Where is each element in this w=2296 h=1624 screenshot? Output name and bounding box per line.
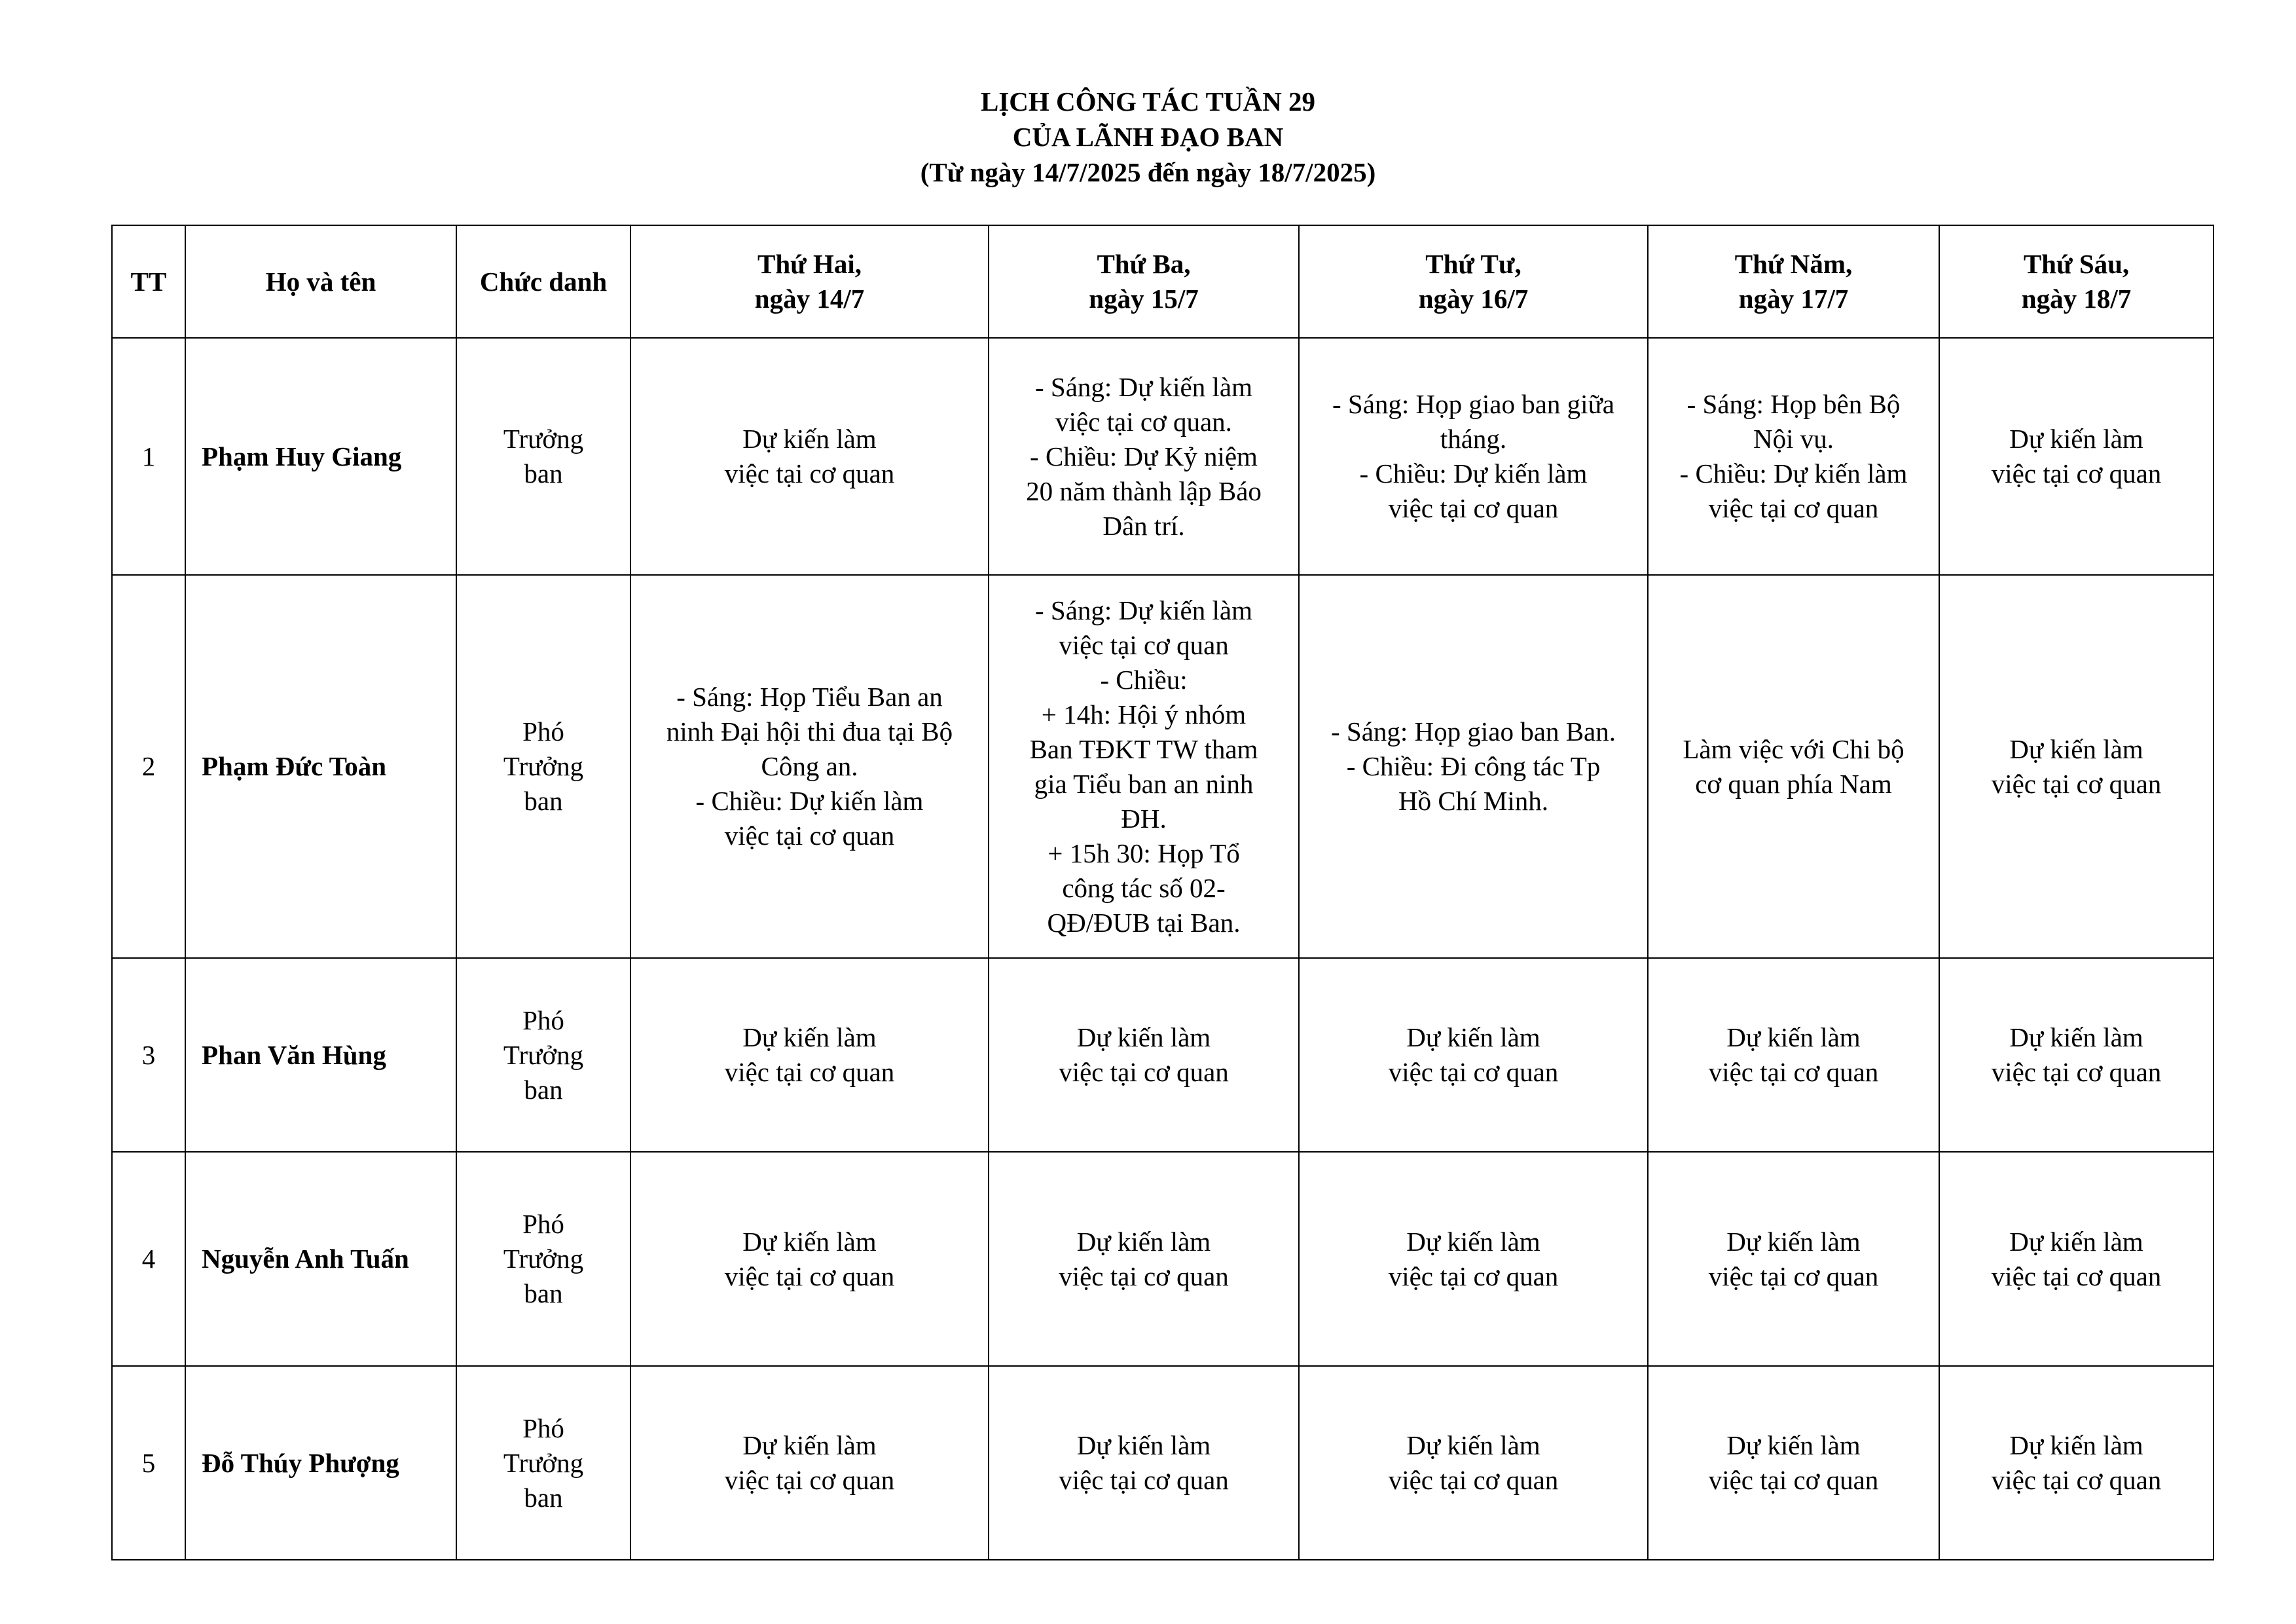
schedule-line: Làm việc với Chi bộ (1683, 733, 1904, 764)
row-number: 5 (112, 1366, 185, 1560)
row-number: 2 (112, 575, 185, 958)
day-schedule-cell (1299, 958, 1648, 1152)
schedule-line: việc tại cơ quan. (1055, 406, 1232, 437)
schedule-body (112, 338, 2214, 1560)
day-schedule-cell (1648, 575, 1939, 958)
schedule-line: việc tại cơ quan (1991, 1465, 2162, 1495)
schedule-line: + 15h 30: Họp Tổ (1048, 838, 1240, 868)
table-row (112, 338, 2214, 575)
schedule-line: việc tại cơ quan (1059, 629, 1229, 660)
day-schedule-cell (989, 1152, 1299, 1366)
schedule-line: Dự kiến làm (742, 1430, 877, 1460)
schedule-table (111, 225, 2214, 1560)
day-schedule-cell (1939, 1366, 2214, 1560)
day-schedule-cell (1648, 1366, 1939, 1560)
schedule-line: Dự kiến làm (742, 1226, 877, 1257)
schedule-line: Dự kiến làm (1406, 1430, 1540, 1460)
schedule-line: việc tại cơ quan (724, 1465, 895, 1495)
schedule-line: - Chiều: Dự Kỷ niệm (1030, 441, 1258, 471)
schedule-line: - Sáng: Họp giao ban Ban. (1331, 716, 1616, 747)
schedule-line: - Chiều: Dự kiến làm (1359, 458, 1588, 489)
person-position (456, 338, 630, 575)
schedule-line: việc tại cơ quan (1059, 1465, 1229, 1495)
day-schedule-cell (989, 958, 1299, 1152)
header-day: Thứ Năm, ngày 17/7 (1648, 225, 1939, 338)
header-row (112, 225, 2214, 338)
table-row (112, 1152, 2214, 1366)
day-schedule-cell (1299, 1152, 1648, 1366)
schedule-line: Dân trí. (1102, 510, 1185, 541)
schedule-line: việc tại cơ quan (1388, 1465, 1559, 1495)
schedule-line: việc tại cơ quan (1991, 768, 2162, 799)
schedule-line: việc tại cơ quan (724, 821, 895, 851)
person-position (456, 1366, 630, 1560)
position-line: Trưởng (503, 1244, 584, 1274)
person-name: Đỗ Thúy Phượng (185, 1366, 456, 1560)
schedule-line: Dự kiến làm (1406, 1022, 1540, 1052)
schedule-line: - Sáng: Dự kiến làm (1035, 595, 1252, 625)
title-line-1: LỊCH CÔNG TÁC TUẦN 29 (980, 86, 1316, 117)
schedule-line: việc tại cơ quan (1388, 1261, 1559, 1291)
position-line: ban (524, 458, 563, 489)
person-position (456, 1152, 630, 1366)
day-schedule-cell (1648, 338, 1939, 575)
schedule-line: Dự kiến làm (1076, 1430, 1211, 1460)
schedule-line: việc tại cơ quan (1708, 1261, 1879, 1291)
position-line: Trưởng (503, 1447, 584, 1478)
day-schedule-cell (1299, 575, 1648, 958)
day-schedule-cell (1299, 338, 1648, 575)
person-position (456, 575, 630, 958)
schedule-line: việc tại cơ quan (1388, 493, 1559, 523)
position-line: ban (524, 1074, 563, 1105)
header-name: Họ và tên (185, 225, 456, 338)
schedule-line: Dự kiến làm (1726, 1430, 1861, 1460)
schedule-line: - Sáng: Họp giao ban giữa (1332, 389, 1614, 419)
schedule-line: Công an. (761, 751, 858, 781)
schedule-line: việc tại cơ quan (724, 1057, 895, 1087)
schedule-line: việc tại cơ quan (1708, 493, 1879, 523)
position-line: Phó (522, 1005, 564, 1035)
day-schedule-cell (1299, 1366, 1648, 1560)
row-number: 3 (112, 958, 185, 1152)
day-schedule-cell (630, 958, 989, 1152)
schedule-line: Dự kiến làm (1076, 1226, 1211, 1257)
header-day: Thứ Tư, ngày 16/7 (1299, 225, 1648, 338)
day-schedule-cell (630, 1152, 989, 1366)
schedule-line: việc tại cơ quan (1059, 1057, 1229, 1087)
person-name: Phạm Đức Toàn (185, 575, 456, 958)
schedule-line: gia Tiểu ban an ninh (1034, 768, 1254, 799)
header-day: Thứ Sáu, ngày 18/7 (1939, 225, 2214, 338)
schedule-line: Dự kiến làm (1726, 1022, 1861, 1052)
day-schedule-cell (989, 338, 1299, 575)
person-name: Nguyễn Anh Tuấn (185, 1152, 456, 1366)
table-row (112, 958, 2214, 1152)
schedule-line: tháng. (1440, 424, 1507, 454)
person-position (456, 958, 630, 1152)
table-row (112, 1366, 2214, 1560)
day-schedule-cell (989, 1366, 1299, 1560)
schedule-line: + 14h: Hội ý nhóm (1041, 699, 1247, 729)
header-day: Thứ Hai, ngày 14/7 (630, 225, 989, 338)
row-number: 1 (112, 338, 185, 575)
day-schedule-cell (630, 338, 989, 575)
schedule-line: - Chiều: Dự kiến làm (695, 786, 924, 816)
schedule-line: Dự kiến làm (2009, 424, 2143, 454)
person-name: Phạm Huy Giang (185, 338, 456, 575)
schedule-line: việc tại cơ quan (1991, 1261, 2162, 1291)
schedule-line: Dự kiến làm (1406, 1226, 1540, 1257)
schedule-line: việc tại cơ quan (724, 1261, 895, 1291)
schedule-line: - Chiều: Dự kiến làm (1679, 458, 1908, 489)
schedule-line: Dự kiến làm (2009, 1430, 2143, 1460)
day-schedule-cell (1648, 958, 1939, 1152)
table-row (112, 575, 2214, 958)
position-line: Phó (522, 1412, 564, 1443)
row-number: 4 (112, 1152, 185, 1366)
schedule-line: việc tại cơ quan (1708, 1465, 1879, 1495)
position-line: Phó (522, 716, 564, 747)
schedule-line: việc tại cơ quan (1708, 1057, 1879, 1087)
person-name: Phan Văn Hùng (185, 958, 456, 1152)
schedule-line: QĐ/ĐUB tại Ban. (1047, 907, 1241, 938)
header-day: Thứ Ba, ngày 15/7 (989, 225, 1299, 338)
position-line: ban (524, 786, 563, 816)
schedule-line: - Chiều: Đi công tác Tp (1346, 751, 1601, 781)
schedule-line: Dự kiến làm (2009, 733, 2143, 764)
schedule-line: 20 năm thành lập Báo (1026, 475, 1262, 506)
schedule-line: cơ quan phía Nam (1695, 768, 1892, 799)
schedule-line: Dự kiến làm (742, 1022, 877, 1052)
schedule-line: việc tại cơ quan (1059, 1261, 1229, 1291)
schedule-line: công tác số 02- (1062, 872, 1226, 903)
day-schedule-cell (1939, 1152, 2214, 1366)
title-line-2: CỦA LÃNH ĐẠO BAN (1012, 122, 1284, 152)
day-schedule-cell (1939, 958, 2214, 1152)
schedule-line: Dự kiến làm (1076, 1022, 1211, 1052)
day-schedule-cell (1648, 1152, 1939, 1366)
schedule-line: Dự kiến làm (1726, 1226, 1861, 1257)
schedule-line: Hồ Chí Minh. (1398, 786, 1548, 816)
schedule-line: việc tại cơ quan (1388, 1057, 1559, 1087)
schedule-line: Dự kiến làm (2009, 1226, 2143, 1257)
position-line: ban (524, 1278, 563, 1308)
schedule-line: - Sáng: Họp bên Bộ (1686, 389, 1901, 419)
schedule-line: Ban TĐKT TW tham (1029, 733, 1258, 764)
schedule-line: việc tại cơ quan (724, 458, 895, 489)
position-line: Trưởng (503, 1039, 584, 1070)
schedule-line: - Chiều: (1100, 664, 1188, 695)
day-schedule-cell (989, 575, 1299, 958)
schedule-line: việc tại cơ quan (1991, 1057, 2162, 1087)
header-tt: TT (112, 225, 185, 338)
day-schedule-cell (630, 575, 989, 958)
day-schedule-cell (630, 1366, 989, 1560)
position-line: Phó (522, 1209, 564, 1239)
day-schedule-cell (1939, 575, 2214, 958)
title-line-3: (Từ ngày 14/7/2025 đến ngày 18/7/2025) (920, 157, 1376, 187)
schedule-line: ninh Đại hội thi đua tại Bộ (666, 716, 953, 747)
document-title (0, 84, 2296, 190)
position-line: Trưởng (503, 424, 584, 454)
schedule-line: Nội vụ. (1753, 424, 1834, 454)
header-position: Chức danh (456, 225, 630, 338)
schedule-line: Dự kiến làm (2009, 1022, 2143, 1052)
schedule-line: - Sáng: Dự kiến làm (1035, 371, 1252, 402)
schedule-line: việc tại cơ quan (1991, 458, 2162, 489)
position-line: ban (524, 1482, 563, 1513)
day-schedule-cell (1939, 338, 2214, 575)
schedule-line: Dự kiến làm (742, 424, 877, 454)
position-line: Trưởng (503, 751, 584, 781)
schedule-line: ĐH. (1121, 803, 1167, 834)
schedule-line: - Sáng: Họp Tiểu Ban an (676, 682, 943, 712)
